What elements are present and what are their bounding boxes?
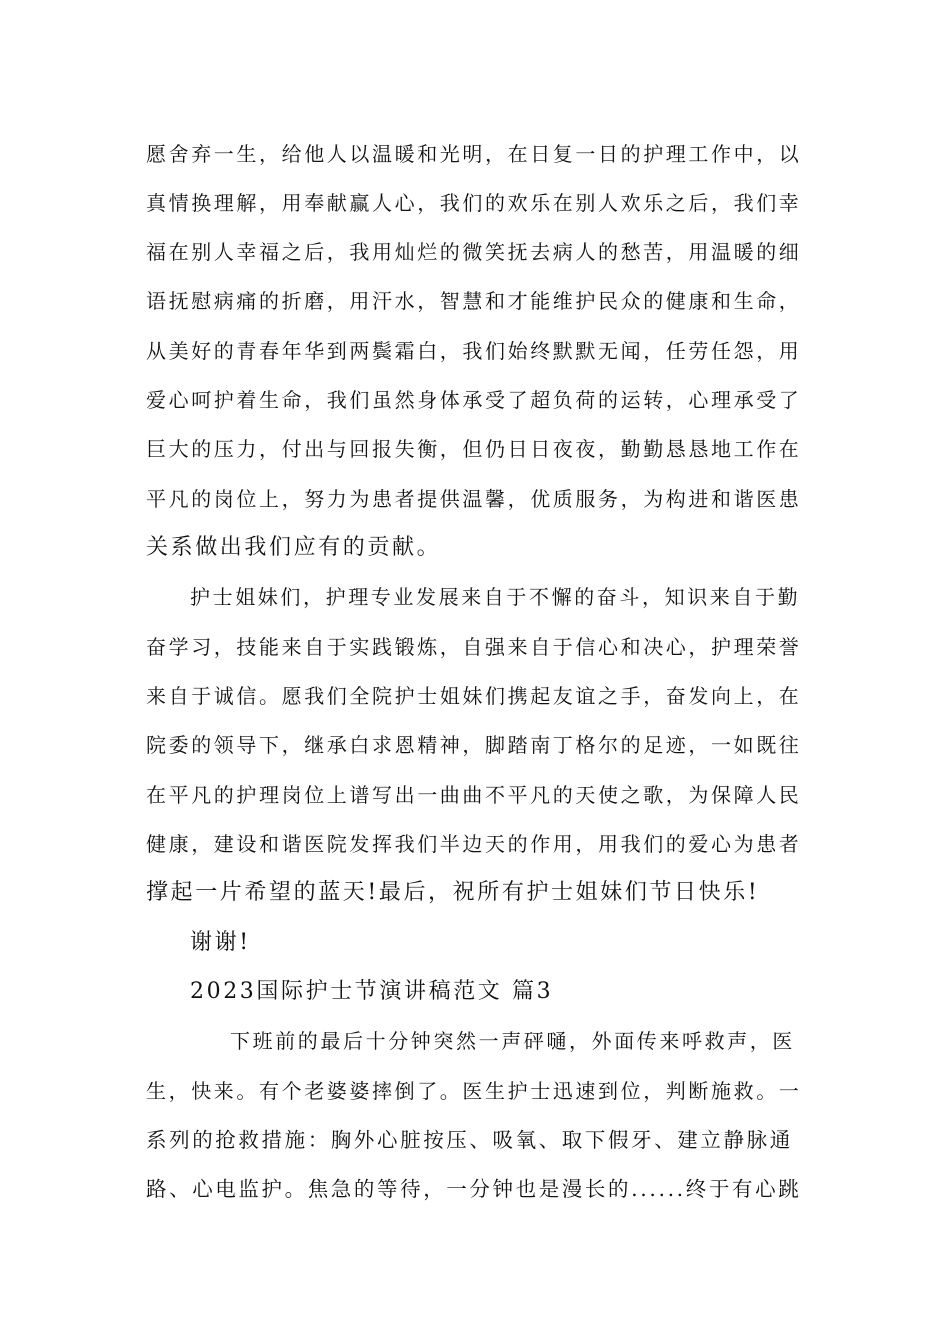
text-line: 巨大的压力，付出与回报失衡，但仍日日夜夜，勤勤恳恳地工作在 bbox=[146, 437, 802, 461]
text-line: 在平凡的护理岗位上谱写出一曲曲不平凡的天使之歌，为保障人民 bbox=[146, 783, 802, 807]
text-line: 从美好的青春年华到两鬓霜白，我们始终默默无闻，任劳任怨，用 bbox=[146, 339, 802, 363]
text-line: 来自于诚信。愿我们全院护士姐妹们携起友谊之手，奋发向上，在 bbox=[146, 684, 802, 708]
text-line: 关系做出我们应有的贡献。 bbox=[146, 535, 442, 560]
text-line: 奋学习，技能来自于实践锻炼，自强来自于信心和决心，护理荣誉 bbox=[146, 635, 802, 659]
text-line: 院委的领导下，继承白求恩精神，脚踏南丁格尔的足迹，一如既往 bbox=[146, 733, 802, 757]
text-line: 系列的抢救措施：胸外心脏按压、吸氧、取下假牙、建立静脉通 bbox=[146, 1128, 793, 1152]
text-line: 护士姐妹们，护理专业发展来自于不懈的奋斗，知识来自于勤 bbox=[190, 585, 801, 609]
section-heading: 2023国际护士节演讲稿范文 篇3 bbox=[190, 979, 554, 1004]
text-line: 下班前的最后十分钟突然一声砰嗵，外面传来呼救声，医 bbox=[230, 1029, 795, 1053]
text-line: 愿舍弃一生，给他人以温暖和光明，在日复一日的护理工作中，以 bbox=[146, 142, 802, 166]
text-line: 谢谢! bbox=[190, 930, 251, 955]
text-line: 真情换理解，用奉献赢人心，我们的欢乐在别人欢乐之后，我们幸 bbox=[146, 191, 802, 215]
text-line: 语抚慰病痛的折磨，用汗水，智慧和才能维护民众的健康和生命， bbox=[146, 289, 802, 313]
text-line: 生，快来。有个老婆婆摔倒了。医生护士迅速到位，判断施救。一 bbox=[146, 1079, 802, 1103]
text-line: 健康，建设和谐医院发挥我们半边天的作用，用我们的爱心为患者 bbox=[146, 832, 802, 856]
text-line: 撑起一片希望的蓝天!最后，祝所有护士姐妹们节日快乐! bbox=[146, 880, 760, 905]
text-line: 路、心电监护。焦急的等待，一分钟也是漫长的......终于有心跳 bbox=[146, 1177, 802, 1201]
text-line: 爱心呵护着生命，我们虽然身体承受了超负荷的运转，心理承受了 bbox=[146, 388, 802, 412]
text-line: 平凡的岗位上，努力为患者提供温馨，优质服务，为构进和谐医患 bbox=[146, 487, 802, 511]
text-line: 福在别人幸福之后，我用灿烂的微笑抚去病人的愁苦，用温暖的细 bbox=[146, 240, 802, 264]
